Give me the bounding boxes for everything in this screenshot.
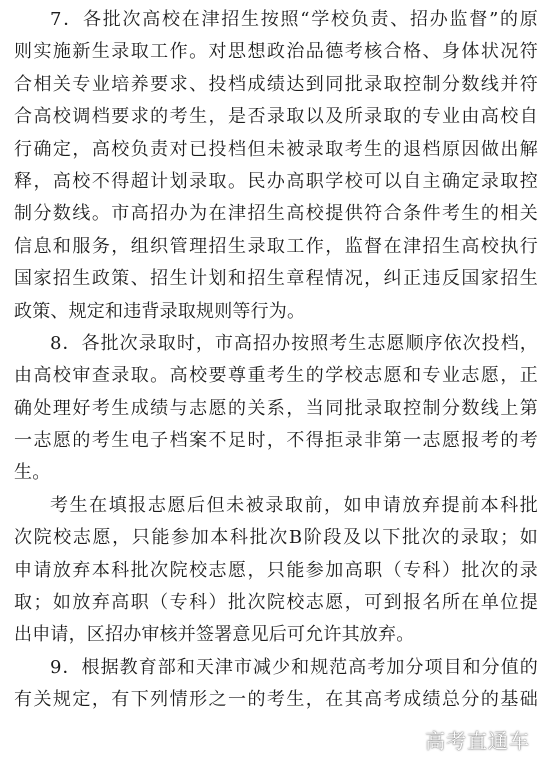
text-line: 国家招生政策、招生计划和招生章程情况，纠正违反国家招生	[14, 268, 538, 290]
text-line: 信息和服务，组织管理招生录取工作，监督在津招生高校执行	[14, 235, 538, 257]
paragraph-withdrawal	[14, 490, 538, 652]
text-line: 9．根据教育部和天津市减少和规范高考加分项目和分值的	[50, 656, 538, 678]
text-line: 有关规定，有下列情形之一的考生，在其高考成绩总分的基础	[14, 689, 538, 711]
text-line: 则实施新生录取工作。对思想政治品德考核合格、身体状况符	[14, 41, 538, 63]
text-line: 一志愿的考生电子档案不足时，不得拒录非第一志愿报考的考	[14, 430, 538, 452]
text-line: 次院校志愿，只能参加本科批次B阶段及以下批次的录取；如	[14, 527, 538, 549]
paragraph-8	[14, 328, 538, 490]
watermark: 高考直通车	[425, 729, 530, 753]
text-line: 制分数线。市高招办为在津招生高校提供符合条件考生的相关	[14, 203, 538, 225]
text-line: 8．各批次录取时，市高招办按照考生志愿顺序依次投档，	[50, 332, 538, 354]
text-line: 行确定，高校负责对已投档但未被录取考生的退档原因做出解	[14, 138, 538, 160]
text-line: 合相关专业培养要求、投档成绩达到同批录取控制分数线并符	[14, 73, 538, 95]
text-line: 生。	[14, 462, 51, 484]
paragraph-7	[14, 4, 538, 328]
document-page	[14, 4, 538, 717]
paragraph-9	[14, 652, 538, 717]
text-line: 确处理好考生成绩与志愿的关系，当同批录取控制分数线上第	[14, 397, 538, 419]
text-line: 由高校审查录取。高校要尊重考生的学校志愿和专业志愿，正	[14, 365, 538, 387]
text-line: 取；如放弃高职（专科）批次院校志愿，可到报名所在单位提	[14, 592, 538, 614]
text-line: 合高校调档要求的考生，是否录取以及所录取的专业由高校自	[14, 106, 538, 128]
text-line: 释，高校不得超计划录取。民办高职学校可以自主确定录取控	[14, 170, 538, 192]
text-line: 政策、规定和违背录取规则等行为。	[14, 300, 306, 322]
text-line: 申请放弃本科批次院校志愿，只能参加高职（专科）批次的录	[14, 559, 538, 581]
text-line: 出申请，区招办审核并签署意见后可允许其放弃。	[14, 624, 415, 646]
text-line: 考生在填报志愿后但未被录取前，如申请放弃提前本科批	[50, 494, 538, 516]
text-line: 7．各批次高校在津招生按照“学校负责、招办监督”的原	[50, 9, 538, 30]
